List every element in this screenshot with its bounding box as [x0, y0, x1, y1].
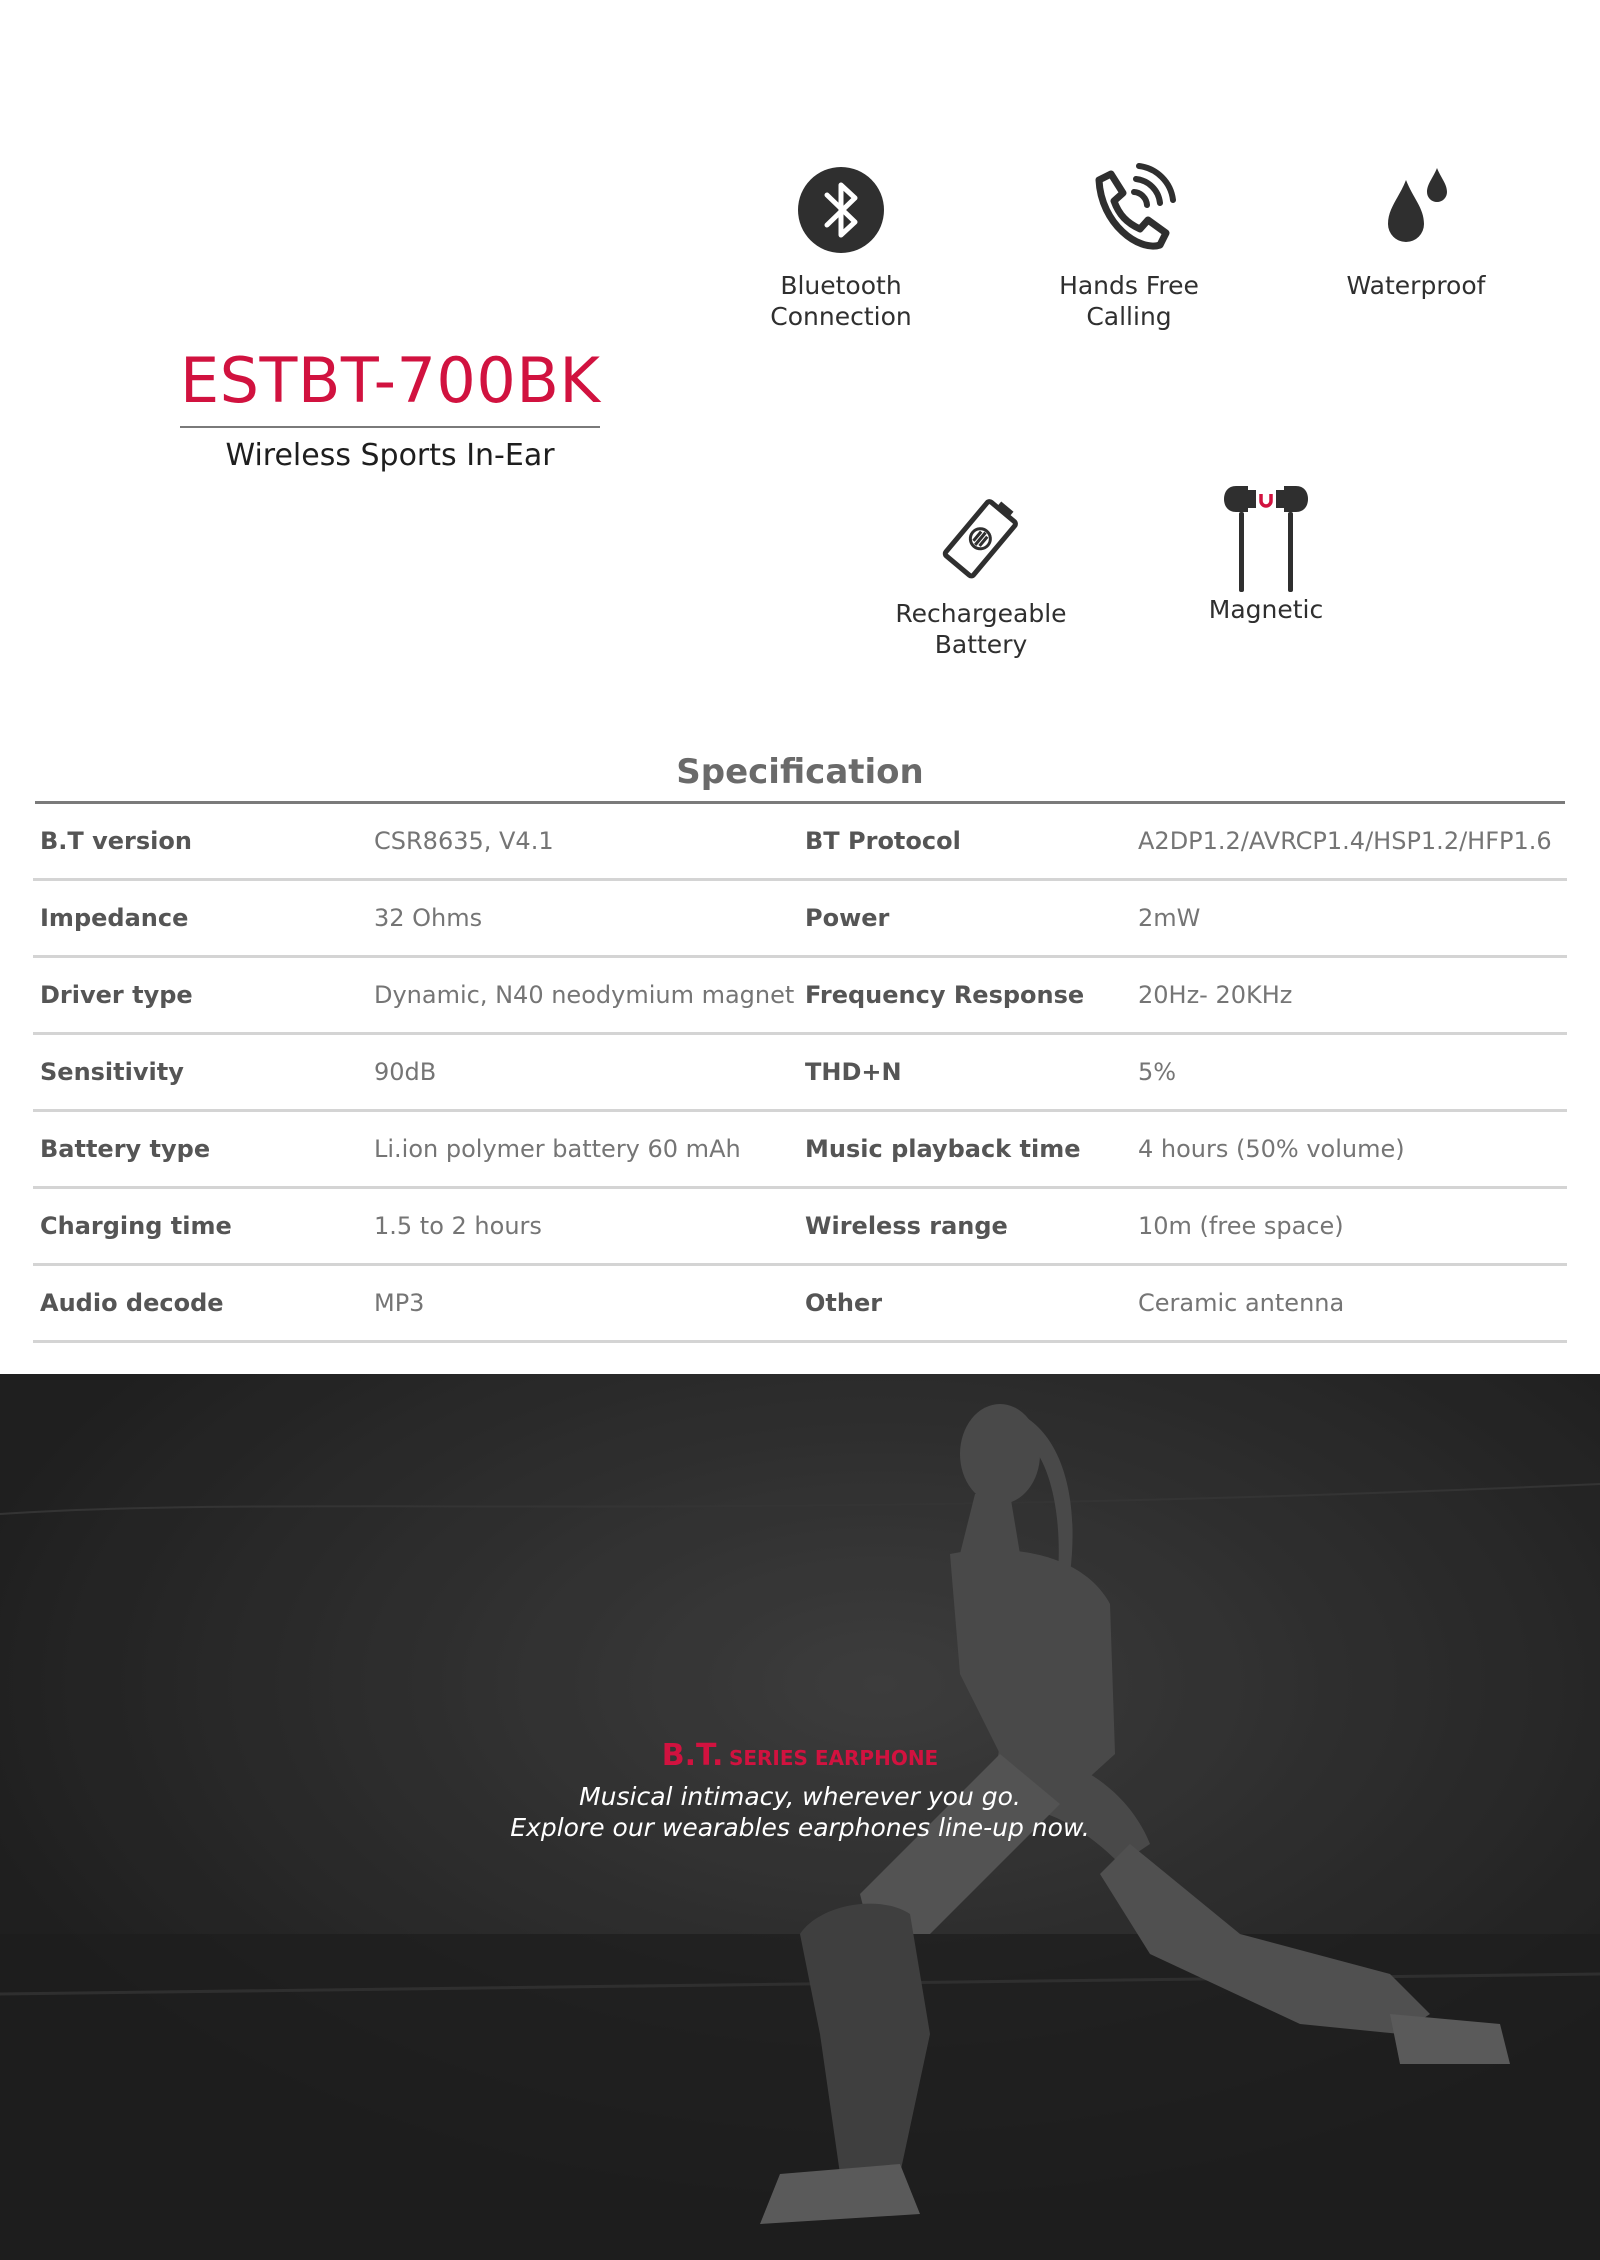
product-heading — [180, 344, 601, 473]
feature-magnetic — [1136, 482, 1396, 625]
spec-row — [33, 957, 1567, 1034]
spec-value: 1.5 to 2 hours — [367, 1188, 798, 1265]
spec-value: MP3 — [367, 1265, 798, 1342]
spec-title: Specification — [676, 752, 924, 792]
spec-value: Li.ion polymer battery 60 mAh — [367, 1111, 798, 1188]
slogan-line-1: Musical intimacy, wherever you go. — [579, 1782, 1021, 1811]
magnetic-earphones-icon — [1216, 482, 1316, 594]
series-title — [0, 1738, 1600, 1773]
spec-table-body — [33, 804, 1567, 1342]
spec-label: B.T version — [33, 804, 367, 880]
feature-waterproof — [1286, 160, 1546, 301]
spec-label: BT Protocol — [798, 804, 1131, 880]
feature-label: Waterproof — [1346, 271, 1486, 300]
spec-value: 20Hz- 20KHz — [1131, 957, 1567, 1034]
spec-value: Ceramic antenna — [1131, 1265, 1567, 1342]
product-model: ESTBT-700BK — [180, 344, 601, 417]
product-subtitle: Wireless Sports In-Ear — [225, 438, 555, 473]
spec-label: Audio decode — [33, 1265, 367, 1342]
spec-label: THD+N — [798, 1034, 1131, 1111]
spec-row — [33, 1188, 1567, 1265]
feature-bluetooth — [711, 160, 971, 332]
banner-slogan — [0, 1781, 1600, 1843]
spec-row — [33, 880, 1567, 957]
spec-row — [33, 1111, 1567, 1188]
spec-value: 5% — [1131, 1034, 1567, 1111]
spec-row — [33, 804, 1567, 880]
feature-label: Rechargeable Battery — [895, 599, 1067, 659]
spec-label: Sensitivity — [33, 1034, 367, 1111]
spec-label: Power — [798, 880, 1131, 957]
spec-value: 90dB — [367, 1034, 798, 1111]
feature-label: Magnetic — [1208, 595, 1324, 624]
slogan-line-2: Explore our wearables earphones line-up now. — [510, 1813, 1090, 1842]
spec-row — [33, 1265, 1567, 1342]
spec-label: Frequency Response — [798, 957, 1131, 1034]
feature-label: Bluetooth Connection — [770, 271, 912, 331]
spec-label: Battery type — [33, 1111, 367, 1188]
spec-value: CSR8635, V4.1 — [367, 804, 798, 880]
spec-label: Other — [798, 1265, 1131, 1342]
spec-label: Wireless range — [798, 1188, 1131, 1265]
spec-value: 2mW — [1131, 880, 1567, 957]
feature-rechargeable-battery — [851, 488, 1111, 660]
hero-banner — [0, 1374, 1600, 2260]
series-name: SERIES EARPHONE — [728, 1746, 939, 1770]
banner-tagline — [0, 1738, 1600, 1843]
spec-label: Driver type — [33, 957, 367, 1034]
hands-free-calling-icon — [1079, 160, 1179, 260]
spec-value: 10m (free space) — [1131, 1188, 1567, 1265]
spec-value: A2DP1.2/AVRCP1.4/HSP1.2/HFP1.6 — [1131, 804, 1567, 880]
feature-label: Hands Free Calling — [1059, 271, 1199, 331]
spec-value: Dynamic, N40 neodymium magnet — [367, 957, 798, 1034]
feature-hands-free — [999, 160, 1259, 332]
spec-label: Impedance — [33, 880, 367, 957]
spec-table — [33, 804, 1567, 1343]
waterproof-icon — [1366, 160, 1466, 260]
spec-value: 32 Ohms — [367, 880, 798, 957]
spec-label: Music playback time — [798, 1111, 1131, 1188]
spec-label: Charging time — [33, 1188, 367, 1265]
title-divider — [180, 426, 600, 428]
spec-value: 4 hours (50% volume) — [1131, 1111, 1567, 1188]
bluetooth-icon — [791, 160, 891, 260]
series-prefix: B.T. — [661, 1738, 724, 1773]
rechargeable-battery-icon — [931, 488, 1031, 588]
spec-row — [33, 1034, 1567, 1111]
